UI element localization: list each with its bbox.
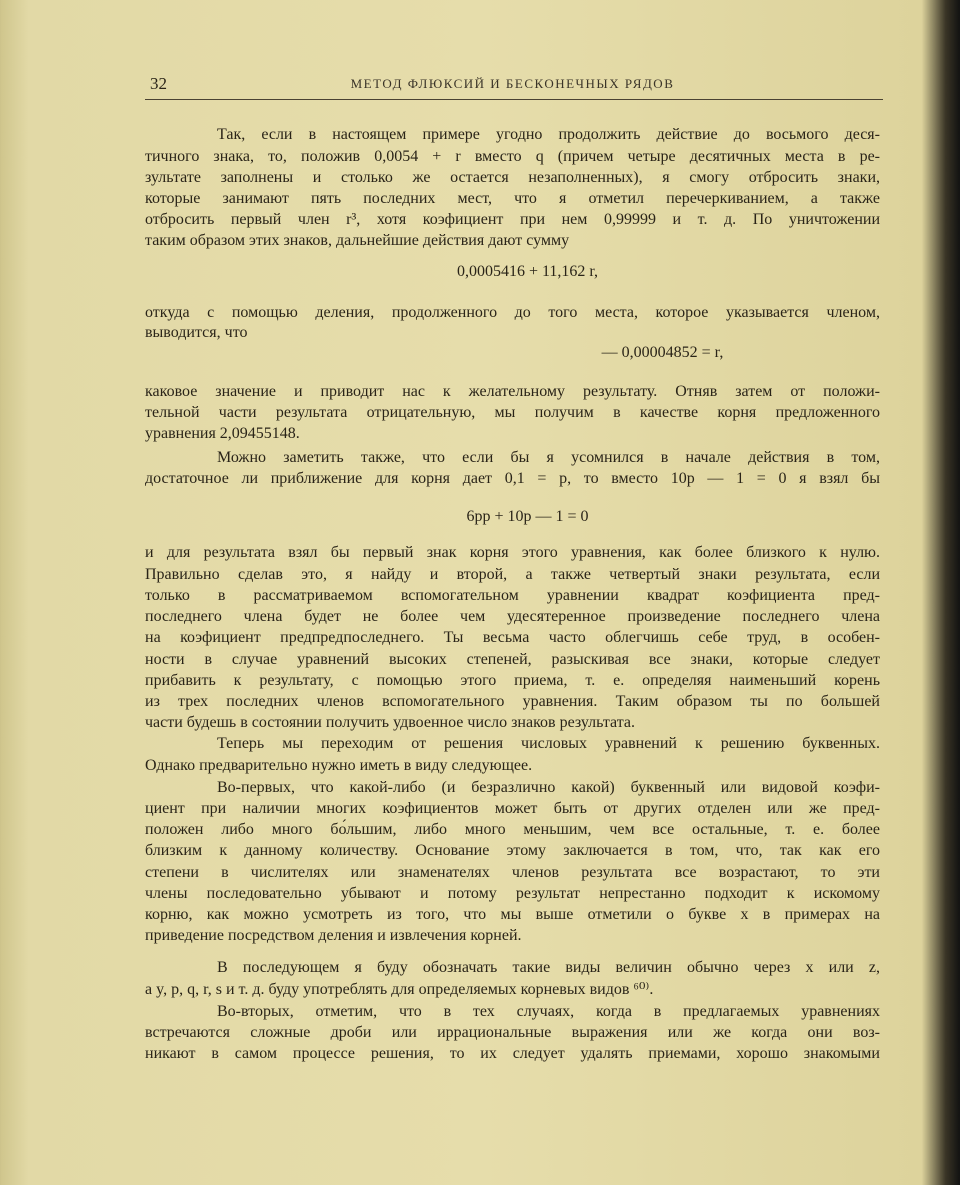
text-line: тичного знака, то, положив 0,0054 + r вместо q (причем четыре десятичных места в ре- [145,148,880,165]
formula: — 0,00004852 = r, [601,344,724,361]
formula: 6pp + 10p — 1 = 0 [466,508,589,525]
text-line: степени в числителях или знаменателях членов результата все возрастают, то эти [145,864,880,881]
text-line: Правильно сделав это, я найду и второй, а также четвертый знаки результата, если [145,566,880,583]
text-line: близким к данному количеству. Основание этому заключается в том, что, так как его [145,842,880,859]
text-line: таким образом этих знаков, дальнейшие действия дают сумму [145,232,570,249]
text-line: встречаются сложные дроби или иррациональные выражения или же когда они воз- [145,1024,880,1041]
header-rule [145,99,883,100]
text-line: никают в самом процессе решения, то их следует удалять приемами, хорошо знакомыми [145,1045,880,1062]
text-line: Во-первых, что какой-либо (и безразлично какой) буквенный или видовой коэфи- [217,779,880,796]
text-line: приведение посредством деления и извлечения корней. [145,927,522,944]
text-line: тельной части результата отрицательную, мы получим в качестве корня предложенного [145,404,880,421]
text-line: на коэфициент предпредпоследнего. Ты весьма часто облегчишь себе труд, в особен- [145,629,880,646]
text-line: зультате заполнены и столько же остается незаполненных), я смогу отбросить знаки, [145,169,880,186]
text-line: прибавить к результату, с помощью этого приема, т. е. определяя наименьший корень [145,672,880,689]
text-line: Так, если в настоящем примере угодно продолжить действие до восьмого деся- [217,126,880,143]
text-line: последнего члена будет не более чем удесятеренное произведение последнего члена [145,608,880,625]
text-line: Однако предварительно нужно иметь в виду следующее. [145,757,533,774]
text-line: только в рассматриваемом вспомогательном уравнении квадрат коэфициента пред- [145,587,880,604]
text-line: выводится, что [145,324,248,341]
text-line: а y, p, q, r, s и т. д. буду употреблять для определяемых корневых видов ⁶⁰⁾. [145,981,654,998]
text-line: положен либо много бо́льшим, либо много меньшим, чем все остальные, т. е. более [145,821,880,838]
text-line: уравнения 2,09455148. [145,425,300,442]
text-line: достаточное ли приближение для корня дает 0,1 = p, то вместо 10p — 1 = 0 я взял бы [145,470,880,487]
text-line: В последующем я буду обозначать такие виды величин обычно через x или z, [217,959,880,976]
text-line: ности в случае уравнений высоких степеней, разыскивая все знаки, которые следует [145,651,880,668]
text-line: откуда с помощью деления, продолженного до того места, которое указывается членом, [145,304,880,321]
formula: 0,0005416 + 11,162 r, [456,263,599,280]
text-line: члены последовательно убывают и потому результат непрестанно подходит к искомому [145,885,880,902]
text-line: и для результата взял бы первый знак корня этого уравнения, как более близкого к нулю. [145,544,880,561]
page-number: 32 [150,74,167,93]
running-title: МЕТОД ФЛЮКСИЙ И БЕСКОНЕЧНЫХ РЯДОВ [350,76,675,91]
text-line: циент при наличии многих коэфициентов может быть от других отделен или же пред- [145,800,880,817]
text-line: Во-вторых, отметим, что в тех случаях, когда в предлагаемых уравнениях [217,1003,880,1020]
text-line: части будешь в состоянии получить удвоенное число знаков результата. [145,714,636,731]
text-line: отбросить первый член r³, хотя коэфициент при нем 0,99999 и т. д. По уничтожении [145,211,880,228]
text-line: которые занимают пять последних мест, что я отметил перечеркиванием, а также [145,190,880,207]
text-line: Теперь мы переходим от решения числовых уравнений к решению буквенных. [217,735,880,752]
text-line: каковое значение и приводит нас к желательному результату. Отняв затем от положи- [145,383,880,400]
text-line: корню, как можно усмотреть из того, что мы выше отметили о букве x в примерах на [145,906,880,923]
text-line: Можно заметить также, что если бы я усомнился в начале действия в том, [217,449,880,466]
text-line: из трех последних членов вспомогательного уравнения. Таким образом ты по большей [145,693,880,710]
